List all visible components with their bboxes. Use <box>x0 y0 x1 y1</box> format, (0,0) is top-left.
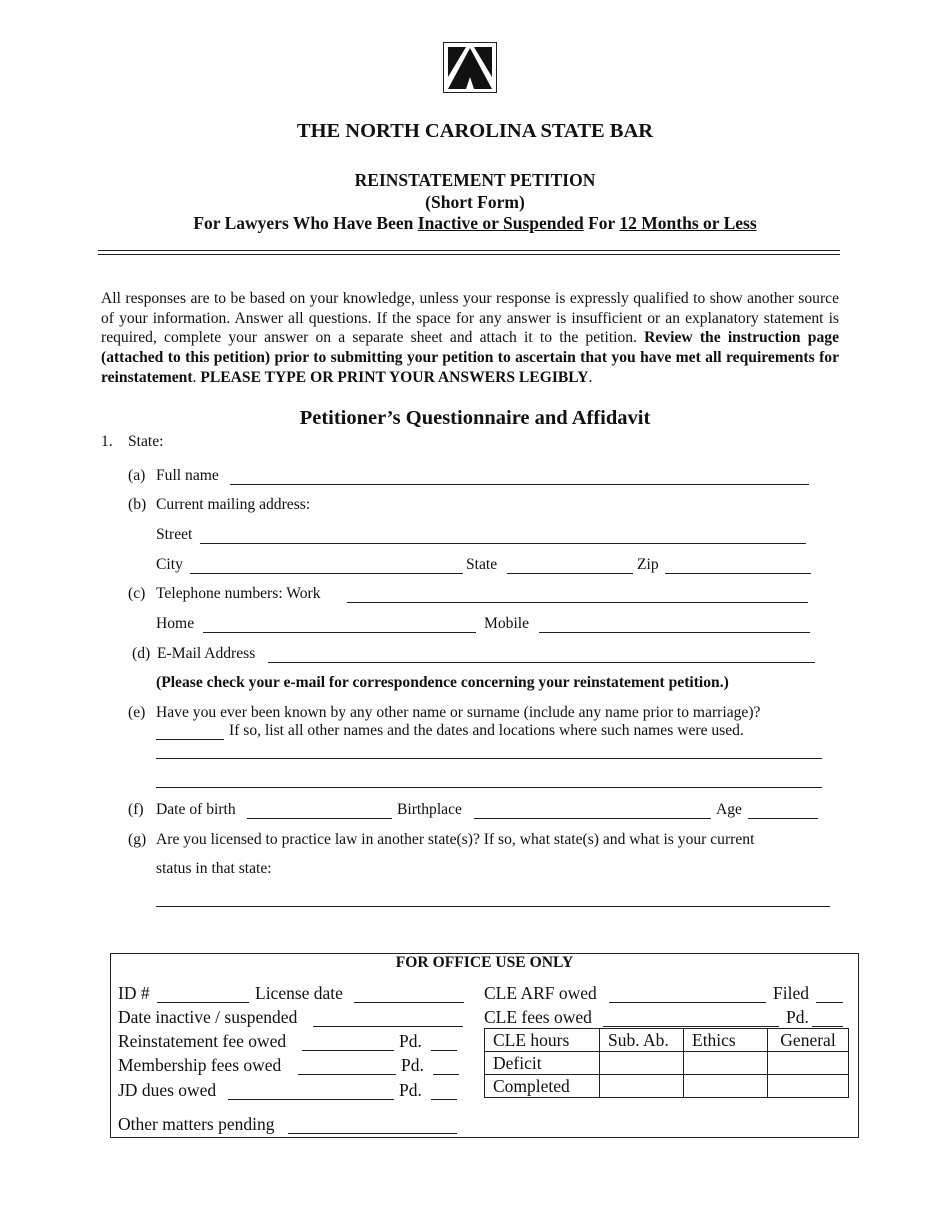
scope-prefix: For Lawyers Who Have Been <box>193 213 418 233</box>
state-field[interactable] <box>507 573 633 574</box>
intro-end: . <box>588 368 593 386</box>
cle-hours-header: CLE hours <box>485 1029 600 1052</box>
membership-fees-field[interactable] <box>298 1074 396 1075</box>
completed-ethics-cell[interactable] <box>684 1075 768 1098</box>
completed-sub-ab-cell[interactable] <box>600 1075 684 1098</box>
reinstatement-fee-field[interactable] <box>302 1050 394 1051</box>
dob-label: Date of birth <box>156 801 236 818</box>
table-row <box>485 1052 849 1075</box>
table-row <box>485 1029 849 1052</box>
mobile-phone-label: Mobile <box>484 615 530 632</box>
cle-fees-pd-label: Pd. <box>786 1007 809 1027</box>
reinstatement-fee-label: Reinstatement fee owed <box>118 1031 287 1051</box>
age-field[interactable] <box>748 818 818 819</box>
q1-number: 1. <box>101 433 113 450</box>
work-phone-label: Telephone numbers: Work <box>156 585 321 602</box>
mobile-phone-field[interactable] <box>539 632 810 633</box>
home-phone-label: Home <box>156 615 195 632</box>
table-row <box>485 1075 849 1098</box>
q1d-letter: (d) <box>132 645 151 662</box>
other-license-answer-field[interactable] <box>156 906 830 907</box>
cle-hours-table <box>484 1028 849 1098</box>
jd-dues-label: JD dues owed <box>118 1080 217 1100</box>
jd-pd-field[interactable] <box>431 1099 457 1100</box>
q1b-letter: (b) <box>128 496 147 513</box>
q1a-letter: (a) <box>128 467 146 484</box>
logo-graphic <box>444 43 496 92</box>
home-phone-field[interactable] <box>203 632 476 633</box>
section-title: Petitioner’s Questionnaire and Affidavit <box>299 407 651 429</box>
jd-pd-label: Pd. <box>399 1080 422 1100</box>
state-bar-logo <box>443 42 497 93</box>
license-date-label: License date <box>255 983 343 1003</box>
date-inactive-label: Date inactive / suspended <box>118 1007 298 1027</box>
intro-text: All responses are to be based on your knowledge, unless your response is expressly qualified to show another source of your information. Answer all questions. If the space for any answer is insufficient or an explanatory statement is required, complete your answer on a separate sheet and attach it to the petition. <box>101 290 839 347</box>
instructions-paragraph <box>101 289 839 388</box>
cle-fees-field[interactable] <box>603 1026 779 1027</box>
birthplace-label: Birthplace <box>397 801 462 818</box>
city-field[interactable] <box>190 573 463 574</box>
org-name: THE NORTH CAROLINA STATE BAR <box>296 120 654 142</box>
reinstatement-pd-label: Pd. <box>399 1031 422 1051</box>
filed-field[interactable] <box>816 1002 843 1003</box>
intro-bold-print: PLEASE TYPE OR PRINT YOUR ANSWERS LEGIBLY <box>200 368 589 386</box>
scope-duration: 12 Months or Less <box>619 213 757 233</box>
cle-arf-label: CLE ARF owed <box>484 983 597 1003</box>
deficit-label: Deficit <box>485 1052 600 1075</box>
date-inactive-field[interactable] <box>313 1026 463 1027</box>
street-label: Street <box>156 526 193 543</box>
email-label: E-Mail Address <box>157 645 256 662</box>
form-subtitle: (Short Form) <box>425 192 525 212</box>
zip-field[interactable] <box>665 573 811 574</box>
completed-label: Completed <box>485 1075 600 1098</box>
completed-general-cell[interactable] <box>768 1075 849 1098</box>
other-matters-field[interactable] <box>288 1133 457 1134</box>
membership-pd-label: Pd. <box>401 1055 424 1075</box>
q1e-letter: (e) <box>128 704 146 721</box>
city-label: City <box>156 556 183 573</box>
dob-field[interactable] <box>247 818 392 819</box>
header-rule-top <box>98 250 840 251</box>
other-names-question: Have you ever been known by any other name or surname (include any name prior to marriage)? <box>156 704 761 721</box>
other-names-line-1[interactable] <box>156 758 822 759</box>
license-date-field[interactable] <box>354 1002 464 1003</box>
cle-fees-label: CLE fees owed <box>484 1007 592 1027</box>
scope-status: Inactive or Suspended <box>417 213 584 233</box>
cle-fees-pd-field[interactable] <box>812 1026 843 1027</box>
cle-arf-field[interactable] <box>609 1002 766 1003</box>
street-field[interactable] <box>200 543 806 544</box>
full-name-label: Full name <box>156 467 219 484</box>
deficit-sub-ab-cell[interactable] <box>600 1052 684 1075</box>
full-name-field[interactable] <box>230 484 809 485</box>
intro-bold-review: Review the instruction page (attached to this petition) prior to submitting your petition to ascertain that you have met all requirements for reinstatement <box>101 329 839 386</box>
zip-label: Zip <box>637 556 659 573</box>
other-matters-label: Other matters pending <box>118 1114 275 1134</box>
email-field[interactable] <box>268 662 815 663</box>
other-names-line-2[interactable] <box>156 787 822 788</box>
form-title: REINSTATEMENT PETITION <box>354 170 596 190</box>
email-note: (Please check your e-mail for correspondence concerning your reinstatement petition.) <box>156 674 729 691</box>
id-field[interactable] <box>157 1002 249 1003</box>
work-phone-field[interactable] <box>347 602 808 603</box>
membership-fees-label: Membership fees owed <box>118 1055 282 1075</box>
birthplace-field[interactable] <box>474 818 711 819</box>
deficit-ethics-cell[interactable] <box>684 1052 768 1075</box>
form-scope <box>0 213 950 234</box>
ethics-header: Ethics <box>684 1029 768 1052</box>
other-license-question-cont: status in that state: <box>156 860 272 877</box>
q1c-letter: (c) <box>128 585 146 602</box>
age-label: Age <box>716 801 742 818</box>
filed-label: Filed <box>773 983 809 1003</box>
q1f-letter: (f) <box>128 801 144 818</box>
q1-label: State: <box>128 433 164 450</box>
header-rule-bottom <box>98 254 840 255</box>
state-label: State <box>466 556 498 573</box>
other-names-followup: If so, list all other names and the dates and locations where such names were used. <box>229 722 744 739</box>
membership-pd-field[interactable] <box>433 1074 459 1075</box>
intro-period: . <box>192 368 201 386</box>
other-license-question: Are you licensed to practice law in another state(s)? If so, what state(s) and what is your current <box>156 831 755 848</box>
jd-dues-field[interactable] <box>228 1099 394 1100</box>
id-label: ID # <box>118 983 150 1003</box>
other-names-answer-field[interactable] <box>156 739 224 740</box>
sub-ab-header: Sub. Ab. <box>600 1029 684 1052</box>
deficit-general-cell[interactable] <box>768 1052 849 1075</box>
q1g-letter: (g) <box>128 831 147 848</box>
mailing-address-label: Current mailing address: <box>156 496 311 513</box>
reinstatement-pd-field[interactable] <box>431 1050 457 1051</box>
scope-mid: For <box>583 213 620 233</box>
office-use-title: FOR OFFICE USE ONLY <box>395 954 574 971</box>
general-header: General <box>768 1029 849 1052</box>
